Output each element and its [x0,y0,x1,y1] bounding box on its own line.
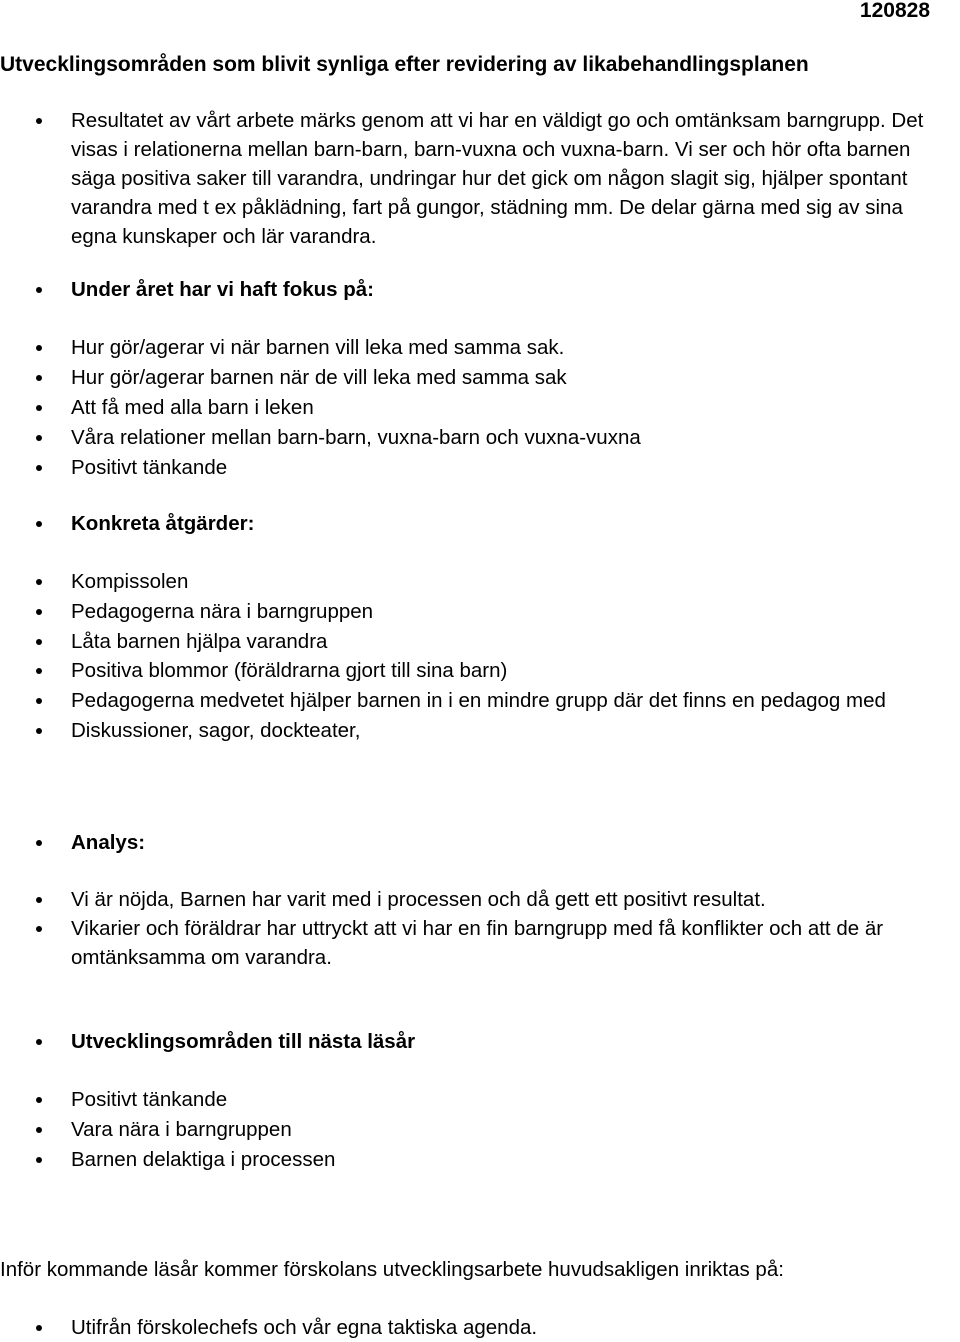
actions-heading-list [0,509,960,538]
list-item: Pedagogerna medvetet hjälper barnen in i en mindre grupp där det finns en pedagog med [0,686,900,716]
analysis-list [0,885,960,972]
list-item: Pedagogerna nära i barngruppen [0,597,900,627]
list-item: Att få med alla barn i leken [0,393,960,423]
analysis-heading: Analys: [0,828,960,857]
list-item: Vara nära i barngruppen [0,1115,960,1145]
document-title: Utvecklingsområden som blivit synliga efter revidering av likabehandlingsplanen [0,53,809,76]
list-item: Låta barnen hjälpa varandra [0,627,900,657]
list-item: Hur gör/agerar barnen när de vill leka med samma sak [0,363,960,393]
actions-heading: Konkreta åtgärder: [0,509,960,538]
list-item: Vi är nöjda, Barnen har varit med i processen och då gett ett positivt resultat. [0,885,960,914]
list-item: Barnen delaktiga i processen [0,1145,960,1175]
list-item: Utifrån förskolechefs och vår egna taktiska agenda. [0,1313,960,1342]
intro-list [0,106,930,251]
next-heading: Utvecklingsområden till nästa läsår [0,1027,960,1056]
list-item: Hur gör/agerar vi när barnen vill leka med samma sak. [0,333,960,363]
actions-list [0,567,900,746]
focus-list [0,333,960,483]
list-item: Positivt tänkande [0,1085,960,1115]
document-date: 120828 [859,0,930,22]
next-heading-list [0,1027,960,1056]
analysis-heading-list [0,828,960,857]
closing-list [0,1313,960,1342]
list-item: Kompissolen [0,567,900,597]
next-list [0,1085,960,1175]
list-item: Vikarier och föräldrar har uttryckt att vi har en fin barngrupp med få konflikter och att de är omtänksamma om varandra. [0,914,960,972]
intro-paragraph: Resultatet av vårt arbete märks genom att vi har en väldigt go och omtänksam barngrupp. Det visas i relationerna mellan barn-barn, barn-vuxna och vuxna-barn. Vi ser och hör ofta barnen säga positiva saker till varandra, undringar hur det gick om någon slagit sig, hjälper spontant varandra med t ex påklädning, fart på gungor, städning mm. De delar gärna med sig av sina egna kunskaper och lär varandra. [0,106,930,251]
list-item: Våra relationer mellan barn-barn, vuxna-barn och vuxna-vuxna [0,423,960,453]
focus-heading-list [0,275,960,304]
closing-text: Inför kommande läsår kommer förskolans utvecklingsarbete huvudsakligen inriktas på: [0,1258,784,1281]
list-item: Positivt tänkande [0,453,960,483]
focus-heading: Under året har vi haft fokus på: [0,275,960,304]
list-item: Positiva blommor (föräldrarna gjort till sina barn) [0,656,900,686]
list-item: Diskussioner, sagor, dockteater, [0,716,900,746]
